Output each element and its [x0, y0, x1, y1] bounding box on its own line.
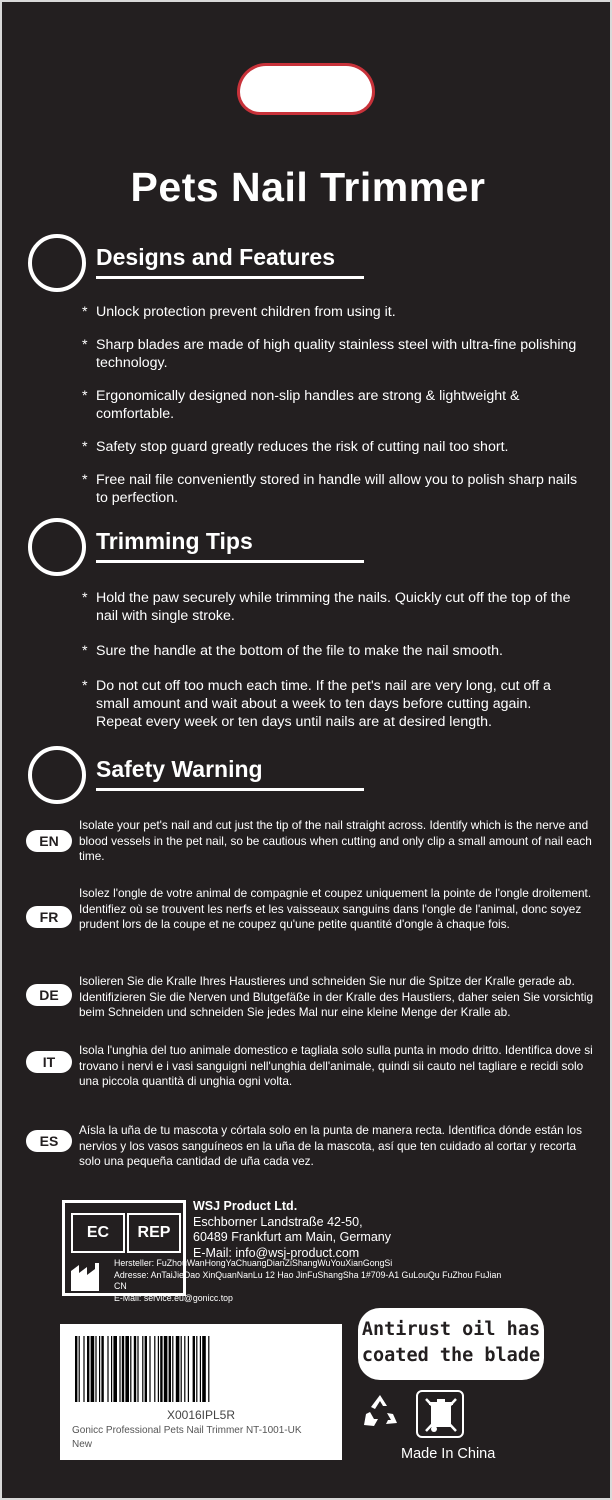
- warning-text: Aísla la uña de tu mascota y córtala solo en la punta de manera recta. Identifica dónde están los nervios y los vasos sanguíneos en la uña de la mascota, así que ten cuidado al cortar y recorta solo una pequeña cantidad de uña cada vez.: [79, 1123, 582, 1168]
- manufacturer-name: Hersteller: FuZhouWanHongYaChuangDianZiShangWuYouXianGongSi: [114, 1258, 393, 1268]
- antirust-line-2: coated the blade: [361, 1345, 541, 1366]
- list-item: * Ergonomically designed non-slip handles are strong & lightweight & comfortable.: [82, 387, 582, 423]
- label-code: X0016IPL5R: [166, 1408, 236, 1422]
- authorised-representative: [193, 1199, 391, 1261]
- list-item: * Safety stop guard greatly reduces the risk of cutting nail too short.: [82, 438, 582, 456]
- barcode-icon: [75, 1336, 325, 1402]
- safety-heading: Safety Warning: [96, 756, 263, 782]
- tips-list: [82, 589, 572, 746]
- language-badge: DE: [26, 984, 72, 1006]
- circle-icon: [28, 234, 86, 292]
- language-badge: EN: [26, 830, 72, 852]
- product-title: Pets Nail Trimmer: [130, 164, 486, 210]
- list-item: * Hold the paw securely while trimming the nails. Quickly cut off the top of the nail with single stroke.: [82, 589, 572, 625]
- designs-section-header: [28, 234, 388, 294]
- warning-text: Isolieren Sie die Kralle Ihres Haustieres und schneiden Sie nur die Spitze der Kralle gerade ab. Identifizieren Sie die Nerven und Blutgefäße in der Kralle des Haustiers, daher seien Sie vorsichtig beim Schneiden und schneiden Sie jedes Mal nur eine kleine Menge der Kralle ab.: [79, 974, 594, 1019]
- tips-section-header: [28, 518, 388, 578]
- product-condition: New: [72, 1439, 93, 1450]
- hang-hole: [240, 66, 372, 112]
- safety-section-header: [28, 746, 388, 806]
- manufacturer-address: Adresse: AnTaiJieDao XinQuanNanLu 12 Hao JinFuShangSha 1#709-A1 GuLouQu FuZhou FuJian CN: [114, 1269, 502, 1291]
- antirust-line-1: Antirust oil has: [361, 1319, 541, 1340]
- list-item: * Free nail file conveniently stored in handle will allow you to polish sharp nails to perfection.: [82, 471, 582, 507]
- language-badge: IT: [26, 1051, 72, 1073]
- heading-underline: [96, 788, 364, 791]
- language-badge: ES: [26, 1130, 72, 1152]
- wheelie-bin-icon: [424, 1397, 458, 1433]
- recycle-icon: [360, 1392, 400, 1432]
- manufacturer-email: E-Mail: service.eu@gonicc.top: [114, 1292, 233, 1303]
- circle-icon: [28, 518, 86, 576]
- factory-icon: [71, 1261, 103, 1291]
- designs-heading: Designs and Features: [96, 244, 336, 270]
- list-item: * Sharp blades are made of high quality stainless steel with ultra-fine polishing technology.: [82, 336, 582, 372]
- tips-heading: Trimming Tips: [96, 528, 253, 554]
- list-item: * Unlock protection prevent children from using it.: [82, 303, 582, 321]
- heading-underline: [96, 276, 364, 279]
- heading-underline: [96, 560, 364, 563]
- antirust-badge: [358, 1308, 544, 1380]
- company-name: WSJ Product Ltd.: [193, 1199, 298, 1213]
- fnsku-label: [60, 1324, 342, 1460]
- company-email: E-Mail: info@wsj-product.com: [193, 1245, 360, 1260]
- list-item: * Do not cut off too much each time. If the pet's nail are very long, cut off a small amount and wait about a week to ten days before cutting again. Repeat every week or ten days until nails are at desired length.: [82, 677, 572, 731]
- list-item: * Sure the handle at the bottom of the file to make the nail smooth.: [82, 642, 572, 660]
- warning-text: Isolate your pet's nail and cut just the tip of the nail straight across. Identify which is the nerve and blood vessels in the pet nail, so be cautious when cutting and only clip a small amount of nail each time.: [79, 818, 592, 863]
- product-description: Gonicc Professional Pets Nail Trimmer NT-1001-UK: [72, 1425, 302, 1436]
- manufacturer-info: [114, 1258, 514, 1304]
- company-address: Eschborner Landstraße 42-50,: [193, 1214, 363, 1229]
- label-description: [72, 1424, 332, 1452]
- rep-label: REP: [127, 1213, 181, 1253]
- language-badge: FR: [26, 906, 72, 928]
- designs-list: [82, 303, 582, 522]
- warning-text: Isola l'unghia del tuo animale domestico e tagliala solo sulla punta in modo dritto. Identifica dove si trovano i nervi e i vasi sanguigni nell'unghia dell'animale, quindi sii cauto nel tagliare e recidi solo una piccola quantità di unghia ogni volta.: [79, 1043, 593, 1088]
- made-in-text: Made In China: [401, 1446, 496, 1462]
- company-city: 60489 Frankfurt am Main, Germany: [193, 1230, 391, 1244]
- ec-label: EC: [71, 1213, 125, 1253]
- warning-text: Isolez l'ongle de votre animal de compagnie et coupez uniquement la pointe de l'ongle droitement. Identifiez où se trouvent les nerfs et les vaisseaux sanguins dans l'ongle de l'animal, donc soyez prudent lors de la coupe et ne coupez qu'une petite quantité d'ongle à chaque fois.: [79, 886, 592, 931]
- circle-icon: [28, 746, 86, 804]
- weee-symbol: [416, 1390, 464, 1438]
